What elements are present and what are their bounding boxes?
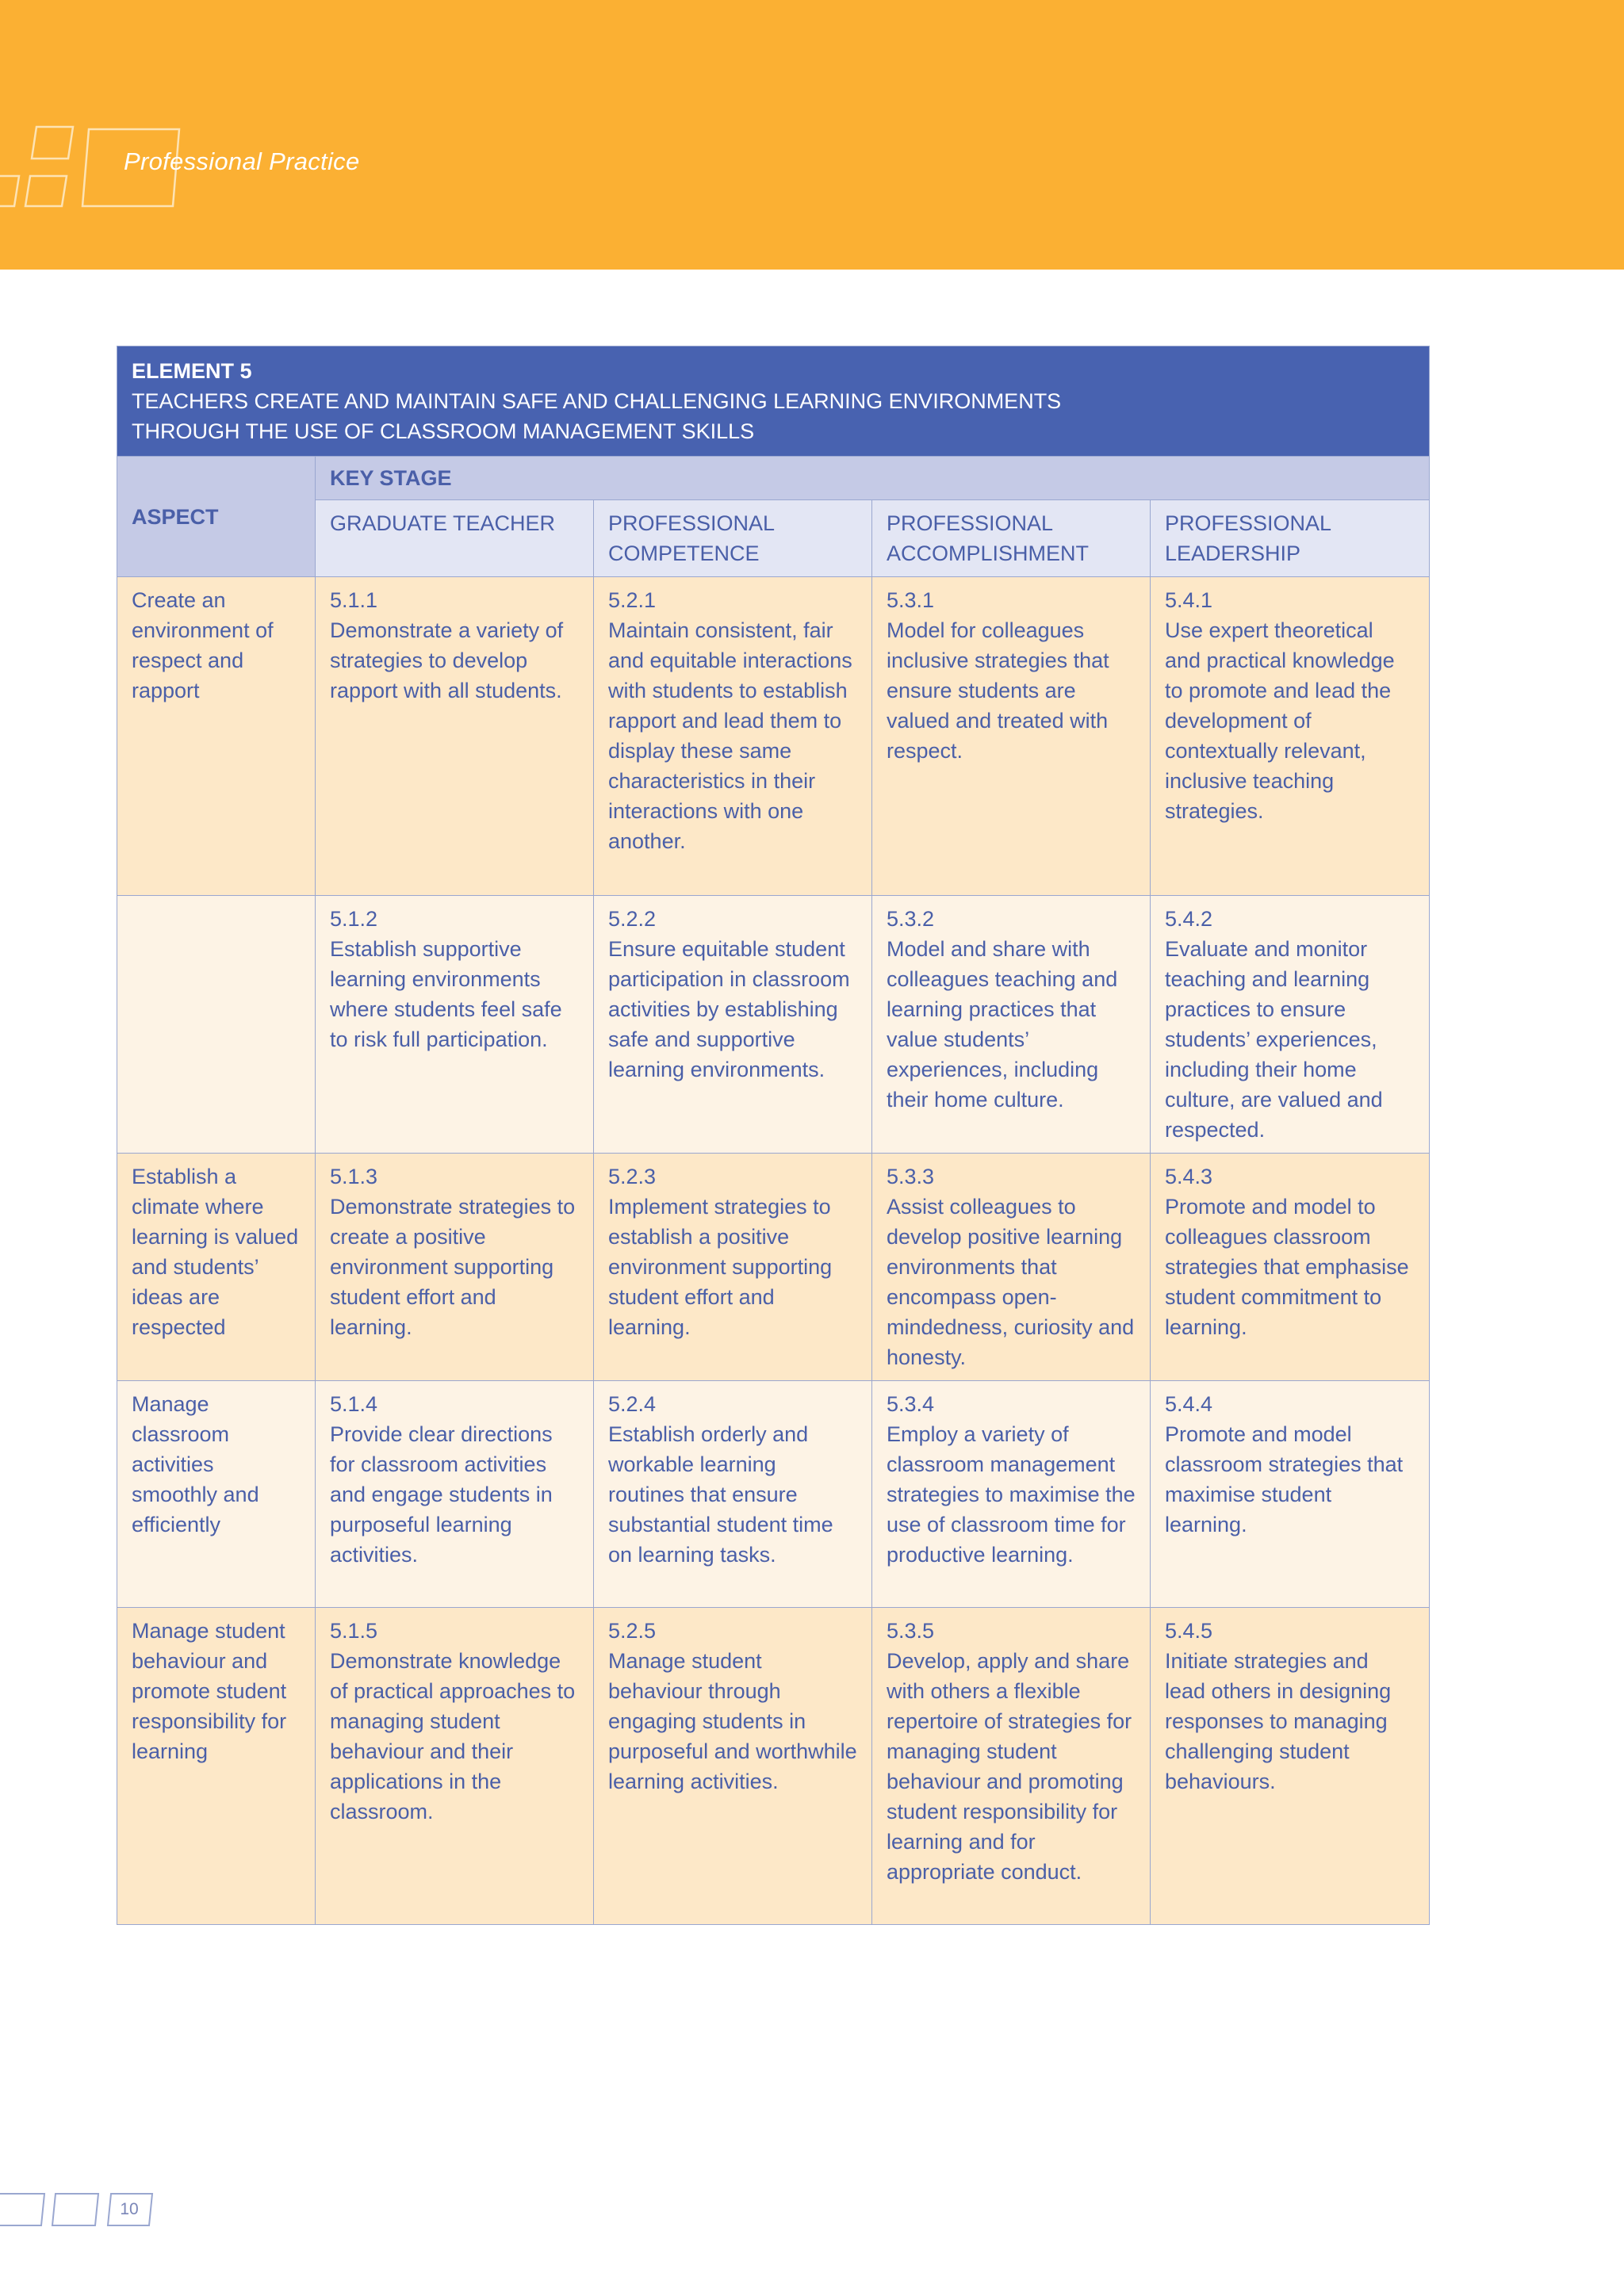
stage-header-leadership: PROFESSIONAL LEADERSHIP [1151, 500, 1430, 577]
descriptor-cell [594, 1608, 872, 1925]
element-header-row [117, 346, 1430, 457]
descriptor-text: Develop, apply and share with others a flexible repertoire of strategies for managing student behaviour and promoting student responsibility for learning and for appropriate conduct. [887, 1649, 1132, 1884]
stage-header-accomplishment: PROFESSIONAL ACCOMPLISHMENT [872, 500, 1151, 577]
descriptor-code: 5.1.4 [330, 1392, 378, 1416]
descriptor-code: 5.3.4 [887, 1392, 935, 1416]
descriptor-cell [872, 577, 1151, 896]
table-row [117, 896, 1430, 1154]
descriptor-code: 5.4.5 [1165, 1619, 1213, 1643]
descriptor-cell [594, 896, 872, 1154]
descriptor-text: Maintain consistent, fair and equitable interactions with students to establish rapport and lead them to display these same characteristics in their interactions with one another. [608, 618, 852, 853]
descriptor-text: Manage student behaviour through engaging students in purposeful and worthwhile learning activities. [608, 1649, 857, 1793]
header-banner [0, 0, 1624, 270]
descriptor-cell [316, 577, 594, 896]
descriptor-text: Establish orderly and workable learning routines that ensure substantial student time on learning tasks. [608, 1422, 833, 1567]
descriptor-text: Promote and model classroom strategies that maximise student learning. [1165, 1422, 1404, 1536]
descriptor-text: Establish supportive learning environments where students feel safe to risk full participation. [330, 937, 562, 1051]
descriptor-text: Provide clear directions for classroom activities and engage students in purposeful learning activities. [330, 1422, 553, 1567]
descriptor-text: Use expert theoretical and practical knowledge to promote and lead the development of contextually relevant, inclusive teaching strategies. [1165, 618, 1395, 823]
descriptor-code: 5.3.5 [887, 1619, 935, 1643]
descriptor-cell [1151, 1381, 1430, 1608]
element-title-line: TEACHERS CREATE AND MAINTAIN SAFE AND CHALLENGING LEARNING ENVIRONMENTS [132, 389, 1062, 413]
descriptor-code: 5.2.4 [608, 1392, 657, 1416]
descriptor-text: Demonstrate knowledge of practical approaches to managing student behaviour and their applications in the classroom. [330, 1649, 576, 1823]
descriptor-cell [872, 1381, 1151, 1608]
descriptor-code: 5.3.1 [887, 588, 935, 612]
standards-table [117, 346, 1430, 1925]
descriptor-cell [1151, 896, 1430, 1154]
descriptor-code: 5.2.5 [608, 1619, 657, 1643]
key-stage-row [117, 457, 1430, 500]
descriptor-code: 5.1.5 [330, 1619, 378, 1643]
descriptor-text: Assist colleagues to develop positive learning environments that encompass open-mindedness, curiosity and honesty. [887, 1195, 1135, 1369]
descriptor-cell [316, 1381, 594, 1608]
descriptor-cell [1151, 577, 1430, 896]
descriptor-code: 5.2.3 [608, 1165, 657, 1188]
descriptor-text: Demonstrate strategies to create a positive environment supporting student effort and learning. [330, 1195, 576, 1339]
descriptor-text: Demonstrate a variety of strategies to develop rapport with all students. [330, 618, 564, 702]
table-row [117, 1381, 1430, 1608]
descriptor-code: 5.1.2 [330, 907, 378, 931]
descriptor-cell [316, 896, 594, 1154]
descriptor-cell [594, 1381, 872, 1608]
aspect-cell: Create an environment of respect and rapport [117, 577, 316, 896]
element-number: ELEMENT 5 [132, 359, 252, 383]
aspect-cell: Manage classroom activities smoothly and efficiently [117, 1381, 316, 1608]
descriptor-code: 5.1.1 [330, 588, 378, 612]
section-title: Professional Practice [124, 147, 360, 175]
aspect-cell: Establish a climate where learning is valued and students’ ideas are respected [117, 1154, 316, 1381]
descriptor-text: Implement strategies to establish a positive environment supporting student effort and learning. [608, 1195, 833, 1339]
descriptor-cell [1151, 1154, 1430, 1381]
descriptor-cell [872, 1608, 1151, 1925]
descriptor-code: 5.4.2 [1165, 907, 1213, 931]
descriptor-cell [594, 577, 872, 896]
descriptor-cell [872, 1154, 1151, 1381]
stage-header-competence: PROFESSIONAL COMPETENCE [594, 500, 872, 577]
table-row [117, 1608, 1430, 1925]
descriptor-text: Model for colleagues inclusive strategies that ensure students are valued and treated with respect. [887, 618, 1109, 763]
key-stage-header: KEY STAGE [316, 457, 1430, 500]
element-title-line: THROUGH THE USE OF CLASSROOM MANAGEMENT SKILLS [132, 419, 755, 443]
descriptor-cell [316, 1154, 594, 1381]
descriptor-cell [872, 896, 1151, 1154]
descriptor-code: 5.3.2 [887, 907, 935, 931]
aspect-cell [117, 896, 316, 1154]
descriptor-cell [316, 1608, 594, 1925]
descriptor-text: Evaluate and monitor teaching and learning practices to ensure students’ experiences, including their home culture, are valued and respected. [1165, 937, 1383, 1142]
descriptor-code: 5.3.3 [887, 1165, 935, 1188]
descriptor-cell [1151, 1608, 1430, 1925]
table-row [117, 1154, 1430, 1381]
descriptor-text: Model and share with colleagues teaching and learning practices that value students’ experiences, including their home culture. [887, 937, 1118, 1112]
page-number: 10 [120, 2200, 139, 2218]
descriptor-text: Initiate strategies and lead others in designing responses to managing challenging student behaviours. [1165, 1649, 1392, 1793]
element-header [117, 346, 1430, 457]
aspect-cell: Manage student behaviour and promote student responsibility for learning [117, 1608, 316, 1925]
descriptor-text: Promote and model to colleagues classroom strategies that emphasise student commitment to learning. [1165, 1195, 1409, 1339]
stage-header-graduate: GRADUATE TEACHER [316, 500, 594, 577]
table-row [117, 577, 1430, 896]
descriptor-code: 5.4.1 [1165, 588, 1213, 612]
descriptor-code: 5.2.2 [608, 907, 657, 931]
descriptor-code: 5.4.3 [1165, 1165, 1213, 1188]
descriptor-code: 5.1.3 [330, 1165, 378, 1188]
descriptor-code: 5.2.1 [608, 588, 657, 612]
descriptor-cell [594, 1154, 872, 1381]
descriptor-text: Employ a variety of classroom management strategies to maximise the use of classroom time for productive learning. [887, 1422, 1136, 1567]
descriptor-code: 5.4.4 [1165, 1392, 1213, 1416]
aspect-header: ASPECT [117, 457, 316, 577]
descriptor-text: Ensure equitable student participation in classroom activities by establishing safe and supportive learning environments. [608, 937, 850, 1081]
